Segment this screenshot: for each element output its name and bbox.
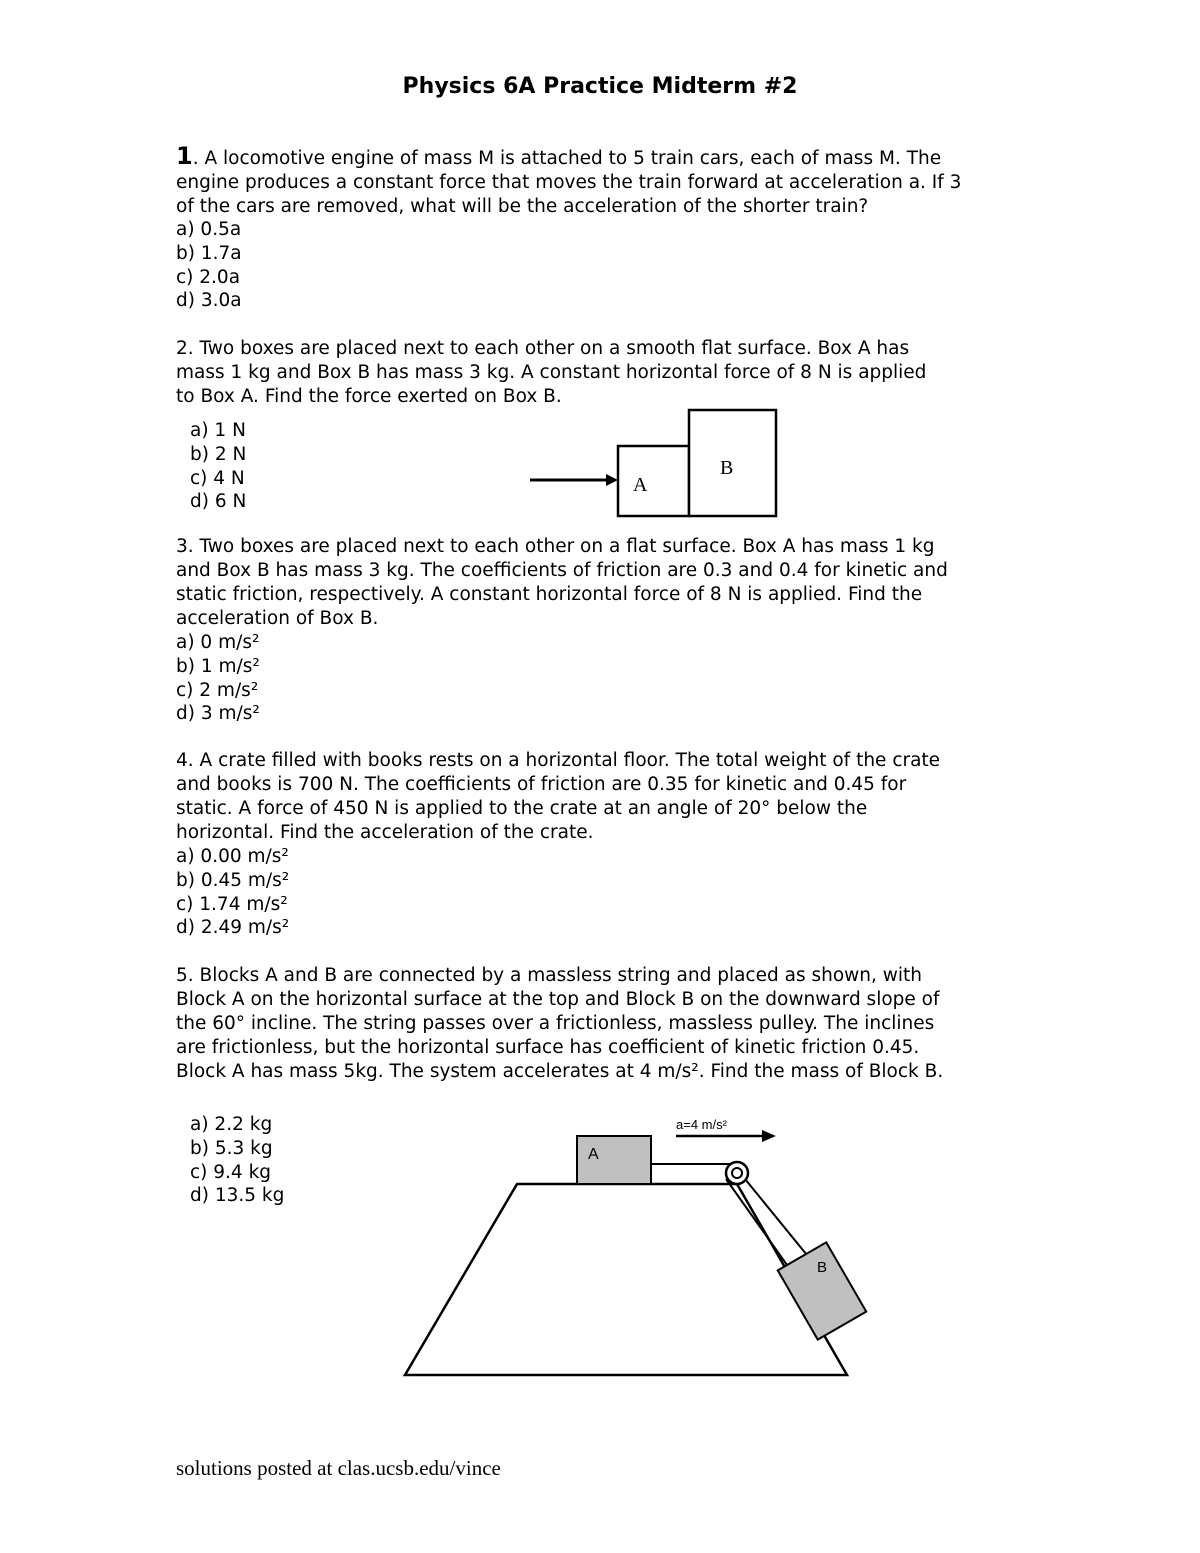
option-d: d) 3.0a bbox=[176, 290, 242, 312]
option-b: b) 2 N bbox=[190, 443, 247, 465]
question-3-line: static friction, respectively. A constant horizontal force of 8 N is applied. Find the bbox=[176, 584, 923, 605]
box-a-label: A bbox=[633, 474, 648, 496]
incline-pulley-figure bbox=[390, 1100, 880, 1390]
question-5-number: 5 bbox=[176, 965, 188, 986]
question-2-number: 2 bbox=[176, 338, 188, 359]
question-5-options bbox=[190, 1113, 284, 1208]
question-1-number: 1 bbox=[176, 142, 193, 170]
question-2 bbox=[176, 337, 1036, 409]
option-d: d) 2.49 m/s² bbox=[176, 917, 290, 939]
option-b: b) 1.7a bbox=[176, 242, 242, 264]
block-a-label: A bbox=[588, 1146, 599, 1163]
option-a: a) 0.00 m/s² bbox=[176, 846, 289, 867]
option-c: c) 4 N bbox=[190, 467, 245, 489]
question-4-line: and books is 700 N. The coefficients of friction are 0.35 for kinetic and 0.45 for bbox=[176, 774, 907, 795]
question-4-line: horizontal. Find the acceleration of the crate. bbox=[176, 822, 594, 843]
question-2-options bbox=[190, 419, 246, 514]
question-3-line: 3. Two boxes are placed next to each other on a flat surface. Box A has mass 1 kg bbox=[176, 536, 935, 557]
question-4-options bbox=[176, 845, 289, 940]
option-a: a) 0.5a bbox=[176, 219, 242, 240]
option-c: c) 2.0a bbox=[176, 266, 241, 288]
question-3-line: acceleration of Box B. bbox=[176, 608, 379, 629]
question-1-options bbox=[176, 218, 242, 313]
option-a: a) 1 N bbox=[190, 420, 246, 441]
option-a: a) 2.2 kg bbox=[190, 1114, 273, 1135]
question-4-line: 4. A crate filled with books rests on a horizontal floor. The total weight of the crate bbox=[176, 750, 941, 771]
question-1-line: of the cars are removed, what will be the acceleration of the shorter train? bbox=[176, 196, 869, 217]
page-title: Physics 6A Practice Midterm #2 bbox=[402, 74, 798, 99]
question-5-line: the 60° incline. The string passes over a frictionless, massless pulley. The inclines bbox=[176, 1013, 935, 1034]
question-5-line: are frictionless, but the horizontal surface has coefficient of kinetic friction 0.45. bbox=[176, 1037, 920, 1058]
question-4 bbox=[176, 749, 1036, 845]
question-5-line: Block A has mass 5kg. The system accelerates at 4 m/s². Find the mass of Block B. bbox=[176, 1061, 944, 1082]
acceleration-arrow-head bbox=[762, 1130, 776, 1142]
option-b: b) 0.45 m/s² bbox=[176, 869, 290, 891]
incline-trapezoid bbox=[405, 1184, 847, 1375]
question-5-line: Block A on the horizontal surface at the top and Block B on the downward slope of bbox=[176, 989, 940, 1010]
question-1-line: engine produces a constant force that moves the train forward at acceleration a. If 3 bbox=[176, 172, 962, 193]
option-d: d) 3 m/s² bbox=[176, 703, 260, 725]
question-1-line: 1. A locomotive engine of mass M is attached to 5 train cars, each of mass M. The bbox=[176, 142, 942, 170]
option-c: c) 9.4 kg bbox=[190, 1161, 272, 1183]
question-5-line: 5. Blocks A and B are connected by a massless string and placed as shown, with bbox=[176, 965, 923, 986]
box-b-label: B bbox=[720, 457, 734, 479]
option-b: b) 1 m/s² bbox=[176, 655, 260, 677]
footer-note: solutions posted at clas.ucsb.edu/vince bbox=[176, 1456, 501, 1480]
block-b-label: B bbox=[817, 1259, 828, 1276]
option-a: a) 0 m/s² bbox=[176, 632, 260, 653]
two-boxes-figure bbox=[520, 404, 790, 524]
acceleration-label: a=4 m/s² bbox=[676, 1117, 727, 1132]
question-5 bbox=[176, 964, 1036, 1084]
option-b: b) 5.3 kg bbox=[190, 1137, 273, 1159]
option-d: d) 13.5 kg bbox=[190, 1185, 285, 1207]
question-3-number: 3 bbox=[176, 536, 188, 557]
question-4-line: static. A force of 450 N is applied to the crate at an angle of 20° below the bbox=[176, 798, 868, 819]
question-3 bbox=[176, 535, 1036, 631]
question-2-line: to Box A. Find the force exerted on Box B. bbox=[176, 386, 562, 407]
box-a bbox=[618, 446, 689, 516]
option-c: c) 1.74 m/s² bbox=[176, 893, 288, 915]
pulley-hub bbox=[732, 1168, 742, 1178]
question-3-options bbox=[176, 631, 260, 726]
question-3-line: and Box B has mass 3 kg. The coefficients of friction are 0.3 and 0.4 for kinetic and bbox=[176, 560, 948, 581]
question-2-line: 2. Two boxes are placed next to each other on a smooth flat surface. Box A has bbox=[176, 338, 910, 359]
question-2-line: mass 1 kg and Box B has mass 3 kg. A constant horizontal force of 8 N is applied bbox=[176, 362, 927, 383]
question-4-number: 4 bbox=[176, 750, 188, 771]
question-1 bbox=[176, 144, 1036, 219]
option-d: d) 6 N bbox=[190, 491, 247, 513]
arrow-head bbox=[606, 474, 618, 486]
option-c: c) 2 m/s² bbox=[176, 679, 259, 701]
